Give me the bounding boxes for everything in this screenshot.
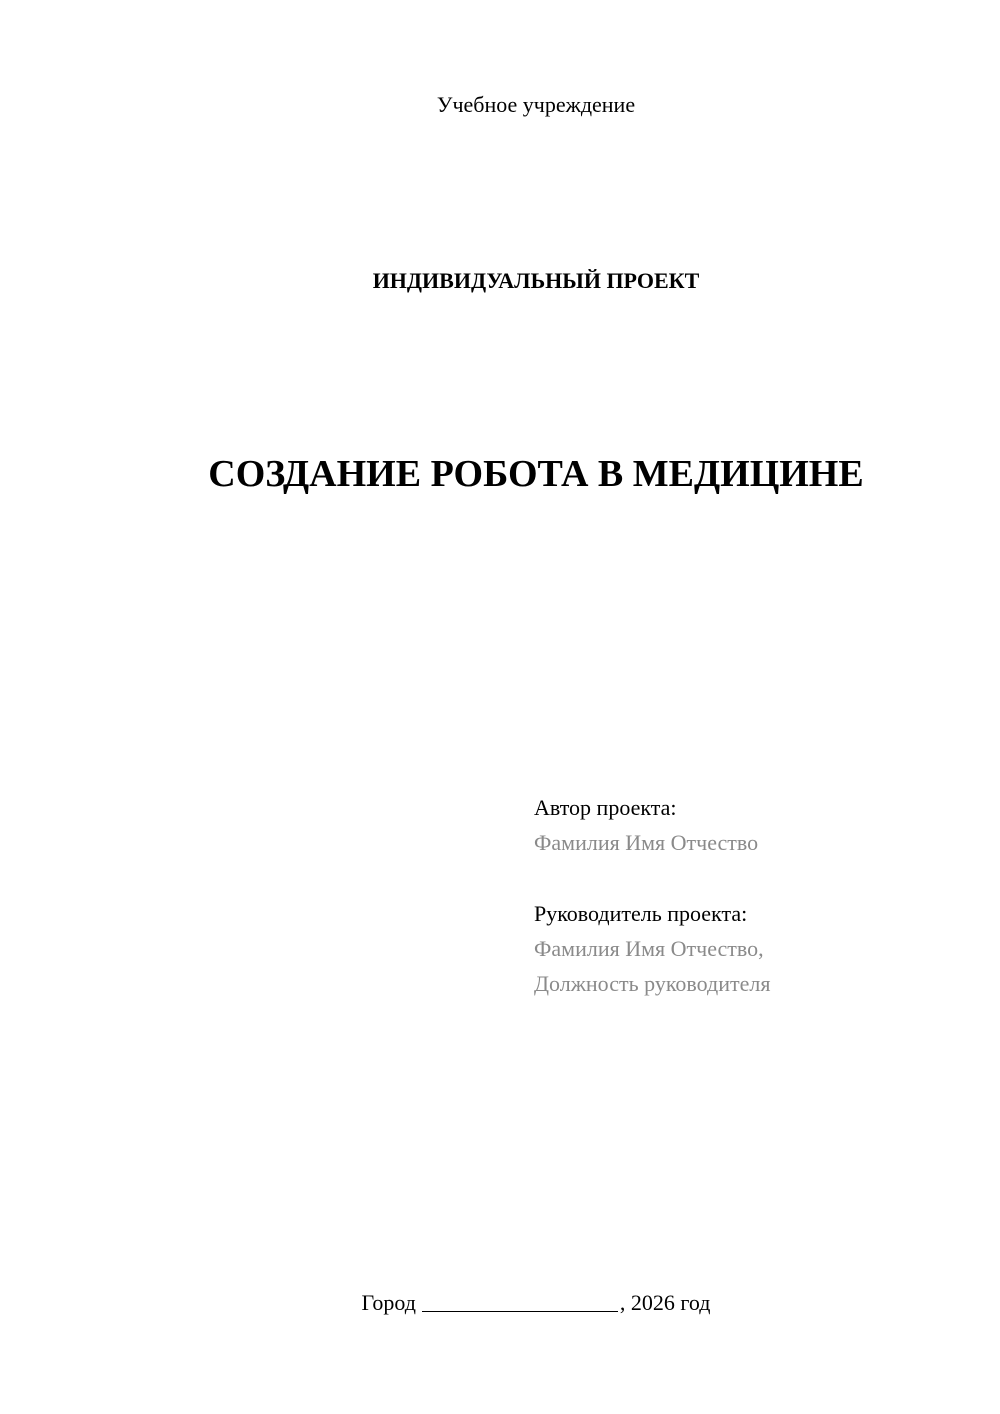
spacer bbox=[534, 860, 770, 896]
supervisor-position: Должность руководителя bbox=[534, 971, 771, 996]
author-label: Автор проекта: bbox=[534, 795, 677, 820]
project-info-block bbox=[534, 790, 770, 1001]
city-year-line bbox=[36, 1290, 1000, 1316]
project-title: СОЗДАНИЕ РОБОТА В МЕДИЦИНЕ bbox=[208, 453, 864, 495]
year-text: , 2026 год bbox=[619, 1290, 711, 1315]
city-blank-underline bbox=[422, 1291, 618, 1312]
institution-name: Учебное учреждение bbox=[436, 92, 636, 117]
project-kind-heading: ИНДИВИДУАЛЬНЫЙ ПРОЕКТ bbox=[372, 268, 700, 293]
author-name: Фамилия Имя Отчество bbox=[534, 830, 759, 855]
city-label: Город bbox=[361, 1290, 416, 1315]
supervisor-name: Фамилия Имя Отчество, bbox=[534, 936, 764, 961]
supervisor-label: Руководитель проекта: bbox=[534, 901, 748, 926]
